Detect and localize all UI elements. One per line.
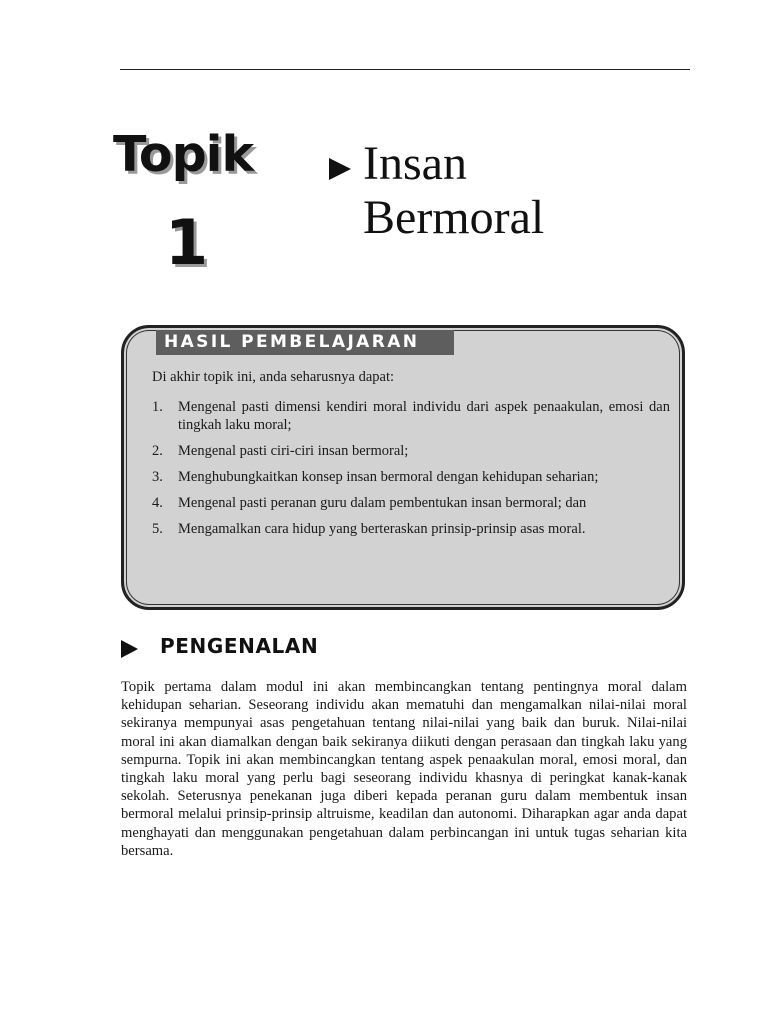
learning-outcome-item <box>150 468 670 486</box>
title-arrow-icon <box>329 158 351 180</box>
learning-outcomes-heading: HASIL PEMBELAJARAN <box>156 330 454 355</box>
topic-label: Topik <box>113 126 254 183</box>
learning-outcome-number: 1. <box>152 399 163 415</box>
learning-outcomes-list <box>150 398 670 546</box>
learning-outcome-number: 4. <box>152 495 163 511</box>
topic-number: 1 <box>165 206 209 279</box>
intro-paragraph: Topik pertama dalam modul ini akan membincangkan tentang pentingnya moral dalam kehidupan seharian. Seseorang individu akan mematuhi dan mengamalkan nilai-nilai moral sekiranya mempunyai asas pengetahuan tentang nilai-nilai yang baik dan buruk. Nilai-nilai moral ini akan diamalkan dengan baik sekiranya diikuti dengan perasaan dan tingkah laku yang sempurna. Topik ini akan membincangkan tentang aspek penaakulan moral, emosi moral, dan tingkah laku moral yang perlu bagi seseorang individu khasnya di peringkat kanak-kanak sekolah. Seterusnya penekanan juga diberi kepada peranan guru dalam membentuk insan bermoral melalui prinsip-prinsip altruisme, keadilan dan autonomi. Diharapkan agar anda dapat menghayati dan menggunakan pengetahuan dalam perbincangan ini untuk tugas seharian kita bersama. <box>121 679 687 859</box>
learning-outcome-number: 2. <box>152 443 163 459</box>
topic-title <box>363 137 663 245</box>
learning-outcome-text: Mengenal pasti peranan guru dalam pembentukan insan bermoral; dan <box>178 495 587 511</box>
learning-outcome-item <box>150 520 670 538</box>
learning-outcome-text: Mengenal pasti ciri-ciri insan bermoral; <box>178 443 409 459</box>
top-rule <box>120 69 690 70</box>
learning-outcome-item <box>150 494 670 512</box>
learning-outcome-number: 3. <box>152 469 163 485</box>
learning-outcome-item <box>150 398 670 434</box>
topic-title-line-2: Bermoral <box>363 191 545 244</box>
learning-outcome-number: 5. <box>152 521 163 537</box>
learning-outcome-text: Mengamalkan cara hidup yang berteraskan prinsip-prinsip asas moral. <box>178 521 586 537</box>
learning-outcome-item <box>150 442 670 460</box>
learning-outcomes-intro: Di akhir topik ini, anda seharusnya dapat: <box>152 369 395 385</box>
learning-outcome-text: Mengenal pasti dimensi kendiri moral individu dari aspek penaakulan, emosi dan tingkah laku moral; <box>178 399 670 433</box>
topic-title-line-1: Insan <box>363 137 467 190</box>
learning-outcome-text: Menghubungkaitkan konsep insan bermoral dengan kehidupan seharian; <box>178 469 599 485</box>
section-arrow-icon <box>121 640 138 658</box>
section-heading: PENGENALAN <box>160 634 319 658</box>
